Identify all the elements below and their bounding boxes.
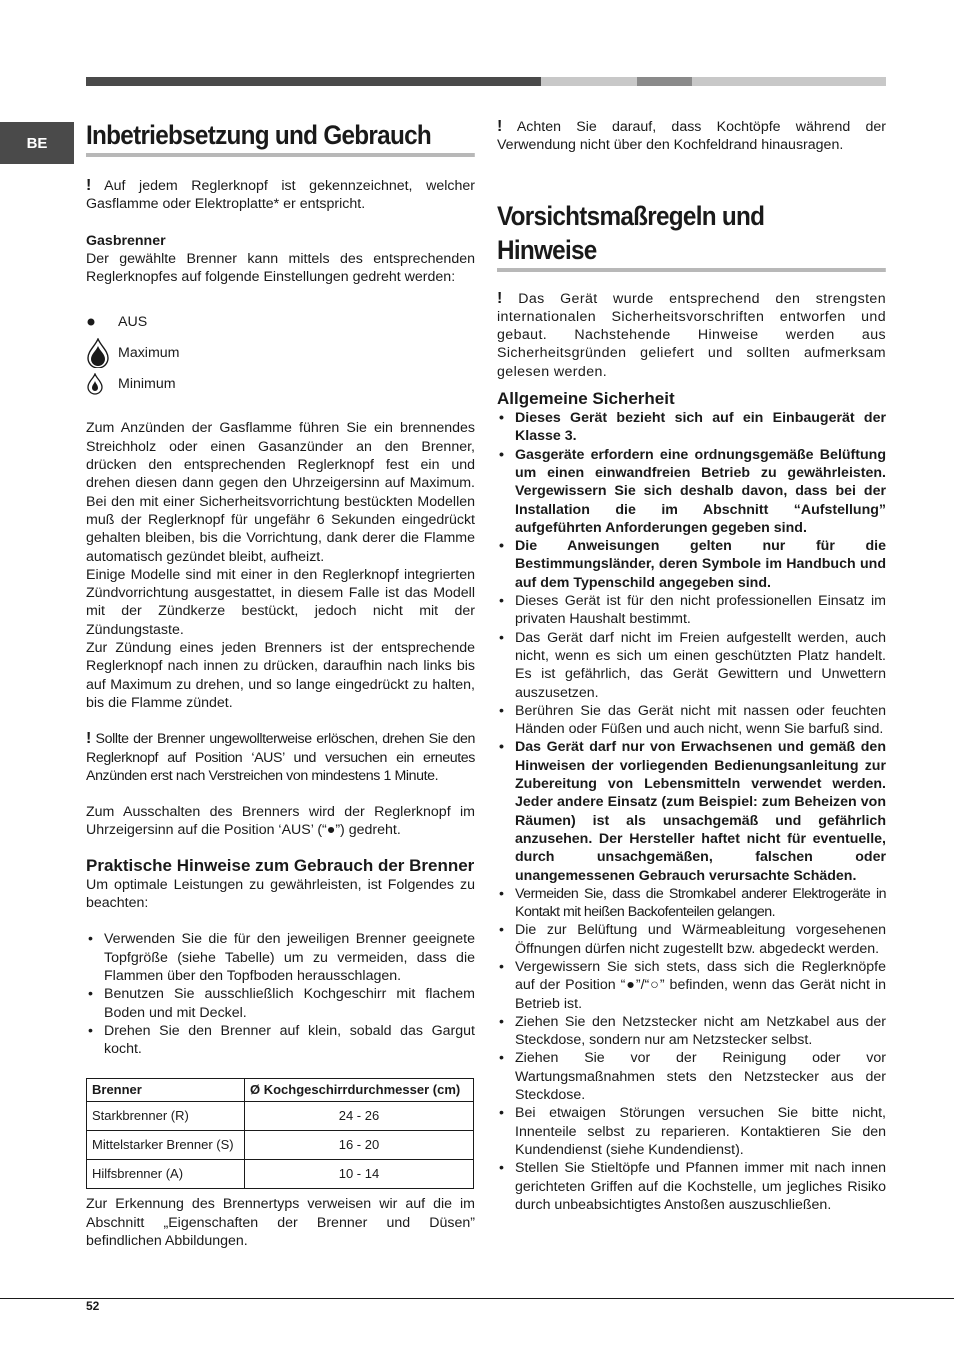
table-cell: Mittelstarker Brenner (S) [87,1131,245,1160]
dot-icon [86,317,118,327]
intro-paragraph [86,177,475,214]
left-column [86,118,475,1250]
table-note: Zur Erkennung des Brennertyps verweisen wir auf die im Abschnitt „Eigenschaften der Brenner und Düsen” befindlichen Abbildungen. [86,1196,475,1249]
table-row [87,1131,474,1160]
section-title-precautions [497,199,886,272]
ignite-paragraph-3: Zur Zündung eines jeden Brenners ist der entsprechende Reglerknopf nach innen zu drücken, daraufhin nach links bis auf Maximum zu drehen, und so lange eingedrückt zu halten, bis die Flamme zündet. [86,640,475,711]
list-item: • Drehen Sie den Brenner auf klein, sobald das Gargut kocht. [86,1022,475,1059]
footer-rule [0,1298,954,1299]
list-item: • Die zur Belüftung und Wärmeableitung vorgesehenen Öffnungen dürfen nicht zugestellt bzw. abgedeckt werden. [497,921,886,958]
setting-off [86,306,475,337]
table-cell: Hilfsbrenner (A) [87,1160,245,1189]
list-item: • Berühren Sie das Gerät nicht mit nassen oder feuchten Händen oder Füßen und auch nicht, wenn Sie barfuß sind. [497,702,886,739]
off-paragraph: Zum Ausschalten des Brenners wird der Reglerknopf im Uhrzeigersinn auf die Position ‘AUS’ (“●”) gedreht. [86,804,475,839]
header-bar [86,77,886,86]
list-item: • Die Anweisungen gelten nur für die Bestimmungsländer, deren Symbole im Handbuch und auf dem Typenschild angegeben sind. [497,537,886,592]
setting-label: Minimum [118,375,176,392]
warning-mark: ! [497,289,503,307]
precautions-intro [497,290,886,381]
gas-text: Der gewählte Brenner kann mittels des entsprechenden Reglerknopfes auf folgende Einstellungen gedreht werden: [86,250,475,286]
setting-max [86,337,475,368]
pot-warning-text: Achten Sie darauf, dass Kochtöpfe während der Verwendung nicht über den Kochfeldrand hinausragen. [497,119,886,154]
safety-list [497,409,886,1214]
table-cell: 24 - 26 [244,1102,473,1131]
tips-heading: Praktische Hinweise zum Gebrauch der Brenner [86,855,475,875]
list-item: • Stellen Sie Stieltöpfe und Pfannen immer mit nach innen gerichteten Griffen auf die Kochstelle, um jegliches Risiko durch unbeabsichtigtes Anstoßen auszuschließen. [497,1159,886,1214]
tips-intro: Um optimale Leistungen zu gewährleisten, ist Folgendes zu beachten: [86,876,475,912]
table-row [87,1160,474,1189]
table-header-cell: Brenner [87,1079,245,1102]
list-item: • Ziehen Sie vor der Reinigung oder vor Wartungsmaßnahmen stets den Netzstecker aus der Steckdose. [497,1049,886,1104]
list-item: • Verwenden Sie die für den jeweiligen Brenner geeignete Topfgröße (siehe Tabelle) um zu vermeiden, dass die Flammen über den Topfboden herausschlagen. [86,930,475,985]
warning-mark: ! [497,118,503,135]
setting-label: Maximum [118,344,180,361]
list-item: • Dieses Gerät ist für den nicht professionellen Einsatz im privaten Haushalt bestimmt. [497,592,886,629]
pot-warning [497,118,886,155]
language-tab: BE [0,122,74,164]
small-flame-icon [86,373,118,395]
list-item: • Vermeiden Sie, dass die Stromkabel anderer Elektrogeräte in Kontakt mit heißen Backofenteilen gelangen. [497,885,886,922]
list-item: • Das Gerät darf nur von Erwachsenen und gemäß den Hinweisen der vorliegenden Bedienungsanleitung zur Zubereitung von Lebensmitteln verwendet werden. Jeder andere Einsatz (zum Beispiel: zum Beheizen von Räumen) ist als unsachgemäß und gefährlich anzusehen. Der Hersteller haftet nicht für eventuelle, durch unsachgemäßen, falschen oder unangemessenen Gebrauch verursachte Schäden. [497,738,886,884]
list-item: • Dieses Gerät bezieht sich auf ein Einbaugerät der Klasse 3. [497,409,886,446]
header-bar-mid [637,77,692,86]
list-item: • Vergewissern Sie sich stets, dass sich die Reglerknöpfe auf der Position “●”/“○” befinden, wenn das Gerät nicht in Betrieb ist. [497,958,886,1013]
ignite-paragraph-2: Einige Modelle sind mit einer in den Reglerknopf integrierten Zündvorrichtung ausgestattet, in diesem Falle ist das Modell mit der Zündkerze bestückt, jedoch nicht mit der Zündungstaste. [86,566,475,638]
warning-paragraph [86,730,475,785]
setting-min [86,368,475,399]
ignite-paragraph-1: Zum Anzünden der Gasflamme führen Sie ein brennendes Streichholz oder einen Gasanzünder an den Brenner, drücken den entsprechenden Reglerknopf fest ein und drehen diesen dann gegen den Uhrzeigersinn auf Maximum. Bei den mit einer Sicherheitsvorrichtung bestückten Modellen muß der Reglerknopf für ungefähr 6 Sekunden eingedrückt gehalten bleiben, bis die Vorrichtung, dank derer die Flamme automatisch gezündet bleibt, aufheizt. [86,420,475,565]
burner-table [86,1078,474,1189]
header-bar-dark [86,77,541,86]
section-title-usage: Inbetriebsetzung und Gebrauch [86,118,475,157]
header-bar-light-1 [541,77,637,86]
list-item: • Ziehen Sie den Netzstecker nicht am Netzkabel aus der Steckdose, sondern nur am Netzstecker selbst. [497,1013,886,1050]
warning-text: Sollte der Brenner ungewollterweise erlöschen, drehen Sie den Reglerknopf auf Position ‘AUS’ und versuchen ein erneutes Anzünden erst nach Verstreichen von mindestens 1 Minute. [86,731,475,784]
warning-mark: ! [86,730,91,748]
list-item: • Bei etwaigen Störungen versuchen Sie bitte nicht, Innenteile selbst zu reparieren. Kontaktieren Sie den Kundendienst (siehe Kundendienst). [497,1104,886,1159]
warning-mark: ! [86,177,92,194]
page-number: 52 [86,1299,100,1313]
table-cell: Starkbrenner (R) [87,1102,245,1131]
list-item: • Das Gerät darf nicht im Freien aufgestellt werden, auch nicht, wenn es sich um einen geschützten Platz handelt. Es ist gefährlich, das Gerät Gewittern und Unwettern auszusetzen. [497,629,886,702]
safety-heading: Allgemeine Sicherheit [497,389,675,409]
table-row [87,1102,474,1131]
table-cell: 10 - 14 [244,1160,473,1189]
tips-list [86,930,475,1058]
list-item: • Gasgeräte erfordern eine ordnungsgemäße Belüftung um einen einwandfreien Betrieb zu gewährleisten. Vergewissern Sie sich deshalb davon, dass bei der Installation die im Abschnitt “Aufstellung” aufgeführten Anforderungen gegeben sind. [497,446,886,537]
intro-text: Auf jedem Reglerknopf ist gekennzeichnet, welcher Gasflamme oder Elektroplatte* er entspricht. [86,178,475,213]
table-header-cell: Ø Kochgeschirrdurchmesser (cm) [244,1079,473,1102]
table-header-row [87,1079,474,1102]
gas-heading: Gasbrenner [86,232,166,249]
large-flame-icon [86,338,118,368]
header-bar-light-2 [692,77,886,86]
list-item: • Benutzen Sie ausschließlich Kochgeschirr mit flachem Boden und mit Deckel. [86,985,475,1022]
precautions-intro-text: Das Gerät wurde entsprechend den strengsten internationalen Sicherheitsvorschriften entworfen und gebaut. Nachstehende Hinweise werden aus Sicherheitsgründen geliefert und sollten aufmerksam gelesen werden. [497,290,886,380]
table-cell: 16 - 20 [244,1131,473,1160]
title-line: Hinweise [497,234,597,265]
setting-label: AUS [118,313,148,330]
right-column [497,118,886,1214]
title-line: Vorsichtsmaßregeln und [497,200,765,231]
